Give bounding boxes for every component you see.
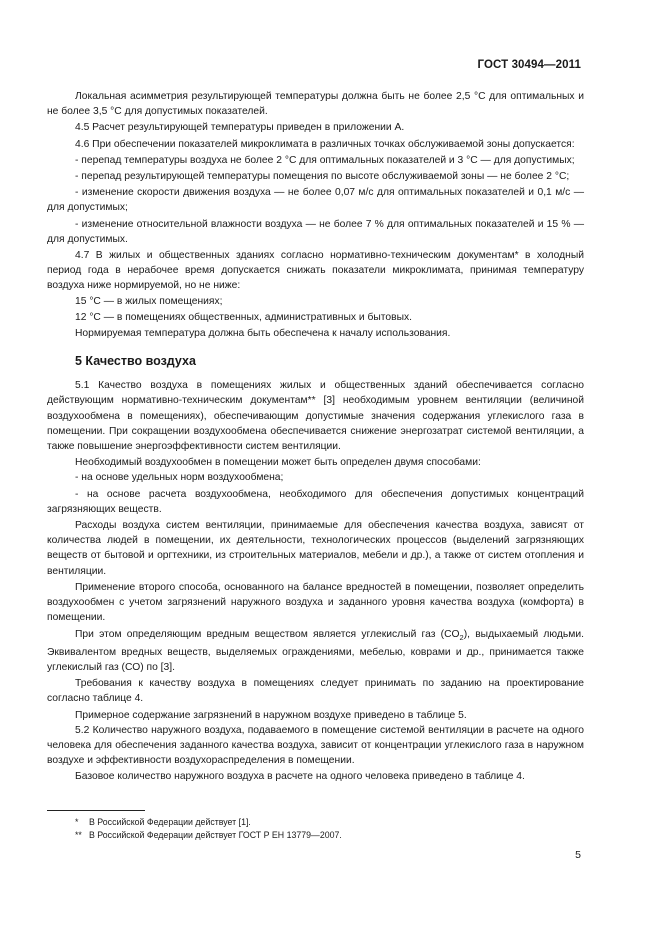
paragraph: Необходимый воздухообмен в помещении может быть определен двумя способами:: [75, 457, 481, 469]
section-title: 5 Качество воздуха: [75, 354, 196, 369]
paragraph: Базовое количество наружного воздуха в расчете на одного человека приведено в таблице 4.: [75, 771, 525, 783]
page-number: 5: [575, 849, 581, 861]
footnote: [75, 829, 342, 842]
list-item: 12 °С — в помещениях общественных, административных и бытовых.: [75, 311, 412, 323]
list-item: - перепад результирующей температуры помещения по высоте обслуживаемой зоны — не более 2 °С;: [75, 171, 570, 183]
paragraph: Расходы воздуха систем вентиляции, принимаемые для обеспечения качества воздуха, зависят от количества людей в помещении, их деятельности, технологических процессов (выделений загрязняющих веществ от бытовой и оргтехники, из строительных материалов, мебели и др.), а также от систем отопления и вентиляции.: [47, 520, 584, 577]
paragraph: Локальная асимметрия результирующей температуры должна быть не более 2,5 °С для оптимальных и не более 3,5 °С для допустимых показателей.: [47, 91, 584, 118]
paragraph: Нормируемая температура должна быть обеспечена к началу использования.: [75, 328, 451, 340]
footnote-text: В Российской Федерации действует ГОСТ Р ЕН 13779—2007.: [89, 830, 342, 840]
footnote-text: В Российской Федерации действует [1].: [89, 817, 251, 827]
list-item: - на основе расчета воздухообмена, необходимого для обеспечения допустимых концентраций загрязняющих веществ.: [47, 488, 584, 515]
footnotes: [75, 816, 342, 842]
footnote-mark: *: [75, 817, 79, 827]
footnote-divider: [47, 810, 145, 811]
paragraph: 5.2 Количество наружного воздуха, подаваемого в помещение системой вентиляции в расчете на одного человека для обеспечения заданного качества воздуха, зависит от концентрации углекислого газа в наружном воздухе и эффективности воздухораспределения в помещении.: [47, 724, 584, 767]
footnote-mark: **: [75, 830, 82, 840]
paragraph: 4.6 При обеспечении показателей микроклимата в различных точках обслуживаемой зоны допускается:: [75, 138, 575, 150]
list-item: 15 °С — в жилых помещениях;: [75, 295, 223, 307]
list-item: - перепад температуры воздуха не более 2 °С для оптимальных показателей и 3 °С — для допустимых;: [75, 154, 575, 166]
footnote: [75, 816, 342, 829]
paragraph: 5.1 Качество воздуха в помещениях жилых и общественных зданий обеспечивается согласно действующим нормативно-техническим документам** [3] необходимым уровнем вентиляции (величиной воздухообмена в помещениях), обеспечивающим допустимые значения содержания углекислого газа в помещении. При сокращении воздухообмена обеспечивается снижение энергозатрат системой вентиляции, а также повышение энергоэффективности систем вентиляции.: [47, 380, 584, 453]
co2-text-after: ), выдыхаемый людьми. Эквивалентом вредных веществ, выделяемых ограждениями, мебелью, коврами и др., принимается также углекислый газ (СО) по [3].: [47, 628, 584, 673]
co2-text-before: При этом определяющим вредным веществом является углекислый газ (CO: [75, 628, 460, 640]
co2-paragraph: [47, 627, 584, 676]
standard-header: ГОСТ 30494—2011: [477, 59, 581, 71]
co2-subscript: 2: [459, 632, 464, 642]
paragraph: Применение второго способа, основанного на балансе вредностей в помещении, позволяет определить воздухообмен с учетом загрязнений наружного воздуха и заданного уровня качества воздуха (комфорта) в помещении.: [47, 581, 584, 624]
document-body: [47, 89, 584, 785]
list-item: - на основе удельных норм воздухообмена;: [75, 472, 284, 484]
paragraph: 4.7 В жилых и общественных зданиях согласно нормативно-техническим документам* в холодный период года в нерабочее время допускается снижать показатели микроклимата, принимая температуру воздуха ниже нормируемой, но не ниже:: [47, 250, 584, 292]
paragraph: Требования к качеству воздуха в помещениях следует принимать по заданию на проектирование согласно таблице 4.: [47, 678, 584, 705]
list-item: - изменение относительной влажности воздуха — не более 7 % для оптимальных показателей и 15 % — для допустимых.: [47, 218, 584, 245]
paragraph: 4.5 Расчет результирующей температуры приведен в приложении А.: [75, 122, 405, 134]
paragraph: Примерное содержание загрязнений в наружном воздухе приведено в таблице 5.: [75, 709, 467, 721]
list-item: - изменение скорости движения воздуха — не более 0,07 м/с для оптимальных показателей и 0,1 м/с — для допустимых;: [47, 187, 584, 214]
